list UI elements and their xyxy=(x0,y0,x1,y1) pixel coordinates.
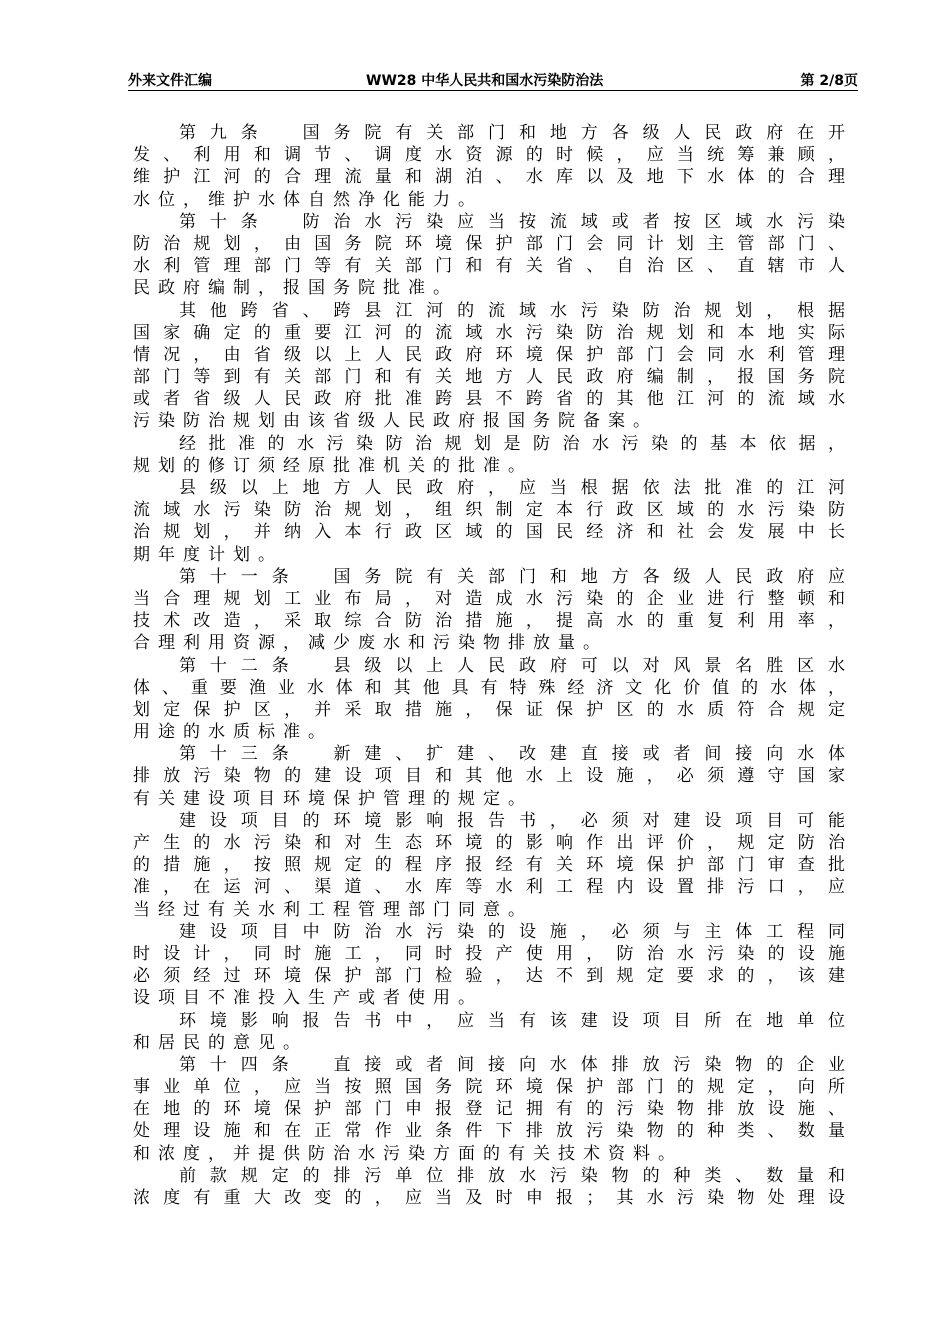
text-line: 规划的修订须经原批准机关的批准。 xyxy=(133,455,533,476)
text-line: 第十四条 直接或者间接向水体排放污染物的企业 xyxy=(179,1054,845,1075)
text-line: 发、利用和调节、调度水资源的时候，应当统筹兼顾， xyxy=(133,145,845,166)
text-line: 第九条 国务院有关部门和地方各级人民政府在开 xyxy=(179,123,845,143)
text-line: 在地的环境保护部门申报登记拥有的污染物排放设施、 xyxy=(133,1099,845,1120)
header-document-title: WW28 中华人民共和国水污染防治法 xyxy=(366,73,604,89)
text-line: 民政府编制，报国务院批准。 xyxy=(133,278,458,299)
text-line: 用途的水质标准。 xyxy=(133,722,333,743)
text-line: 治规划，并纳入本行政区域的国民经济和社会发展中长 xyxy=(133,522,845,543)
text-line: 划定保护区，并采取措施，保证保护区的水质符合规定 xyxy=(133,699,845,720)
text-line: 国家确定的重要江河的流域水污染防治规划和本地实际 xyxy=(133,322,845,343)
text-line: 当经过有关水利工程管理部门同意。 xyxy=(133,899,533,920)
text-line: 的措施，按照规定的程序报经有关环境保护部门审查批 xyxy=(133,855,845,876)
text-line: 情况，由省级以上人民政府环境保护部门会同水利管理 xyxy=(133,344,845,365)
text-line: 环境影响报告书中，应当有该建设项目所在地单位 xyxy=(179,1010,845,1031)
text-line: 前款规定的排污单位排放水污染物的种类、数量和 xyxy=(179,1165,845,1186)
text-line: 其他跨省、跨县江河的流域水污染防治规划，根据 xyxy=(179,300,845,321)
text-line: 准，在运河、渠道、水库等水利工程内设置排污口，应 xyxy=(133,877,845,898)
text-line: 和居民的意见。 xyxy=(133,1032,308,1053)
text-line: 有关建设项目环境保护管理的规定。 xyxy=(133,788,533,809)
text-line: 技术改造，采取综合防治措施，提高水的重复利用率， xyxy=(133,611,845,632)
text-line: 第十条 防治水污染应当按流域或者按区域水污染 xyxy=(179,211,845,232)
text-line: 浓度有重大改变的，应当及时申报；其水污染物处理设 xyxy=(133,1188,845,1208)
text-line: 建设项目的环境影响报告书，必须对建设项目可能 xyxy=(179,810,845,831)
text-line: 防治规划，由国务院环境保护部门会同计划主管部门、 xyxy=(133,233,845,254)
text-line: 部门等到有关部门和有关地方人民政府编制，报国务院 xyxy=(133,367,845,388)
text-line: 和浓度，并提供防治水污染方面的有关技术资料。 xyxy=(133,1143,683,1164)
text-line: 当合理规划工业布局，对造成水污染的企业进行整顿和 xyxy=(133,588,845,609)
text-line: 水位，维护水体自然净化能力。 xyxy=(133,189,483,210)
text-line: 时设计，同时施工，同时投产使用，防治水污染的设施 xyxy=(133,943,845,964)
text-line: 第十三条 新建、扩建、改建直接或者间接向水体 xyxy=(179,744,845,765)
text-line: 维护江河的合理流量和湖泊、水库以及地下水体的合理 xyxy=(133,167,845,188)
text-line: 事业单位，应当按照国务院环境保护部门的规定，向所 xyxy=(133,1077,845,1098)
document-body xyxy=(133,122,845,1209)
text-line: 排放污染物的建设项目和其他水上设施，必须遵守国家 xyxy=(133,766,845,787)
text-line: 建设项目中防治水污染的设施，必须与主体工程同 xyxy=(179,921,845,942)
text-line: 体、重要渔业水体和其他具有特殊经济文化价值的水体， xyxy=(133,677,845,698)
text-line: 水利管理部门等有关部门和有关省、自治区、直辖市人 xyxy=(133,256,845,277)
text-line: 第十一条 国务院有关部门和地方各级人民政府应 xyxy=(179,566,845,587)
text-line: 污染防治规划由该省级人民政府报国务院备案。 xyxy=(133,411,658,432)
text-line: 经批准的水污染防治规划是防治水污染的基本依据， xyxy=(179,433,845,454)
header-collection-title: 外来文件汇编 xyxy=(128,73,212,89)
text-line: 流域水污染防治规划，组织制定本行政区域的水污染防 xyxy=(133,500,845,521)
text-line: 或者省级人民政府批准跨县不跨省的其他江河的流域水 xyxy=(133,389,845,410)
text-line: 期年度计划。 xyxy=(133,544,283,565)
text-line: 第十二条 县级以上人民政府可以对风景名胜区水 xyxy=(179,655,845,676)
page-header xyxy=(128,66,858,91)
text-line: 处理设施和在正常作业条件下排放污染物的种类、数量 xyxy=(133,1121,845,1142)
text-line: 产生的水污染和对生态环境的影响作出评价，规定防治 xyxy=(133,833,845,853)
text-line: 设项目不准投入生产或者使用。 xyxy=(133,988,483,1009)
text-line: 合理利用资源，减少废水和污染物排放量。 xyxy=(133,633,608,654)
text-line: 县级以上地方人民政府，应当根据依法批准的江河 xyxy=(179,478,845,498)
header-page-number: 第 2/8页 xyxy=(800,73,858,89)
text-line: 必须经过环境保护部门检验，达不到规定要求的，该建 xyxy=(133,966,845,987)
